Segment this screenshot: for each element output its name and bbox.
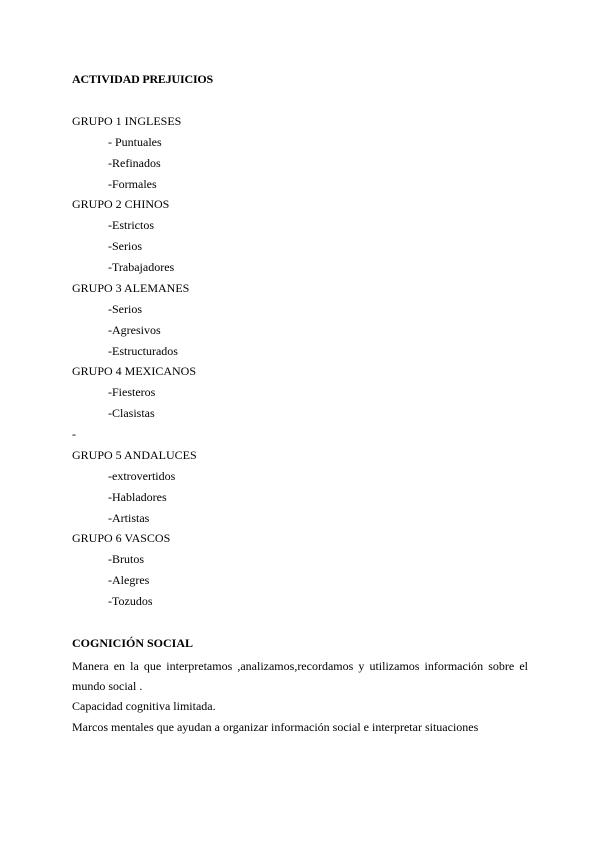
group-heading: GRUPO 3 ALEMANES <box>72 281 190 295</box>
section-paragraph: Capacidad cognitiva limitada. <box>72 699 216 713</box>
group-item: -Habladores <box>108 490 167 504</box>
group-heading: GRUPO 2 CHINOS <box>72 197 170 211</box>
group-item: -extrovertidos <box>108 469 176 483</box>
group-item: -Fiesteros <box>108 385 156 399</box>
group-item: - Puntuales <box>108 135 162 149</box>
group-item: -Artistas <box>108 511 150 525</box>
group-item: -Brutos <box>108 552 144 566</box>
group-item: -Agresivos <box>108 323 161 337</box>
section-paragraph: Manera en la que interpretamos ,analizamos,recordamos y utilizamos información sobre el mundo social . <box>72 659 528 693</box>
group-heading: GRUPO 1 INGLESES <box>72 114 182 128</box>
group-item: -Formales <box>108 177 157 191</box>
group-item: -Refinados <box>108 156 161 170</box>
group-item: -Estructurados <box>108 344 178 358</box>
section-paragraph: Marcos mentales que ayudan a organizar información social e interpretar situaciones <box>72 720 479 734</box>
group-heading: GRUPO 6 VASCOS <box>72 531 171 545</box>
group-item: -Estrictos <box>108 218 154 232</box>
group-item: -Alegres <box>108 573 150 587</box>
group-item: -Tozudos <box>108 594 153 608</box>
group-heading: GRUPO 5 ANDALUCES <box>72 448 197 462</box>
group-heading: GRUPO 4 MEXICANOS <box>72 364 197 378</box>
stray-dash: - <box>72 427 76 441</box>
section-heading: COGNICIÓN SOCIAL <box>72 636 194 650</box>
group-item: -Serios <box>108 239 142 253</box>
group-item: -Serios <box>108 302 142 316</box>
document-title: ACTIVIDAD PREJUICIOS <box>72 72 214 86</box>
group-item: -Trabajadores <box>108 260 175 274</box>
group-item: -Clasistas <box>108 406 155 420</box>
